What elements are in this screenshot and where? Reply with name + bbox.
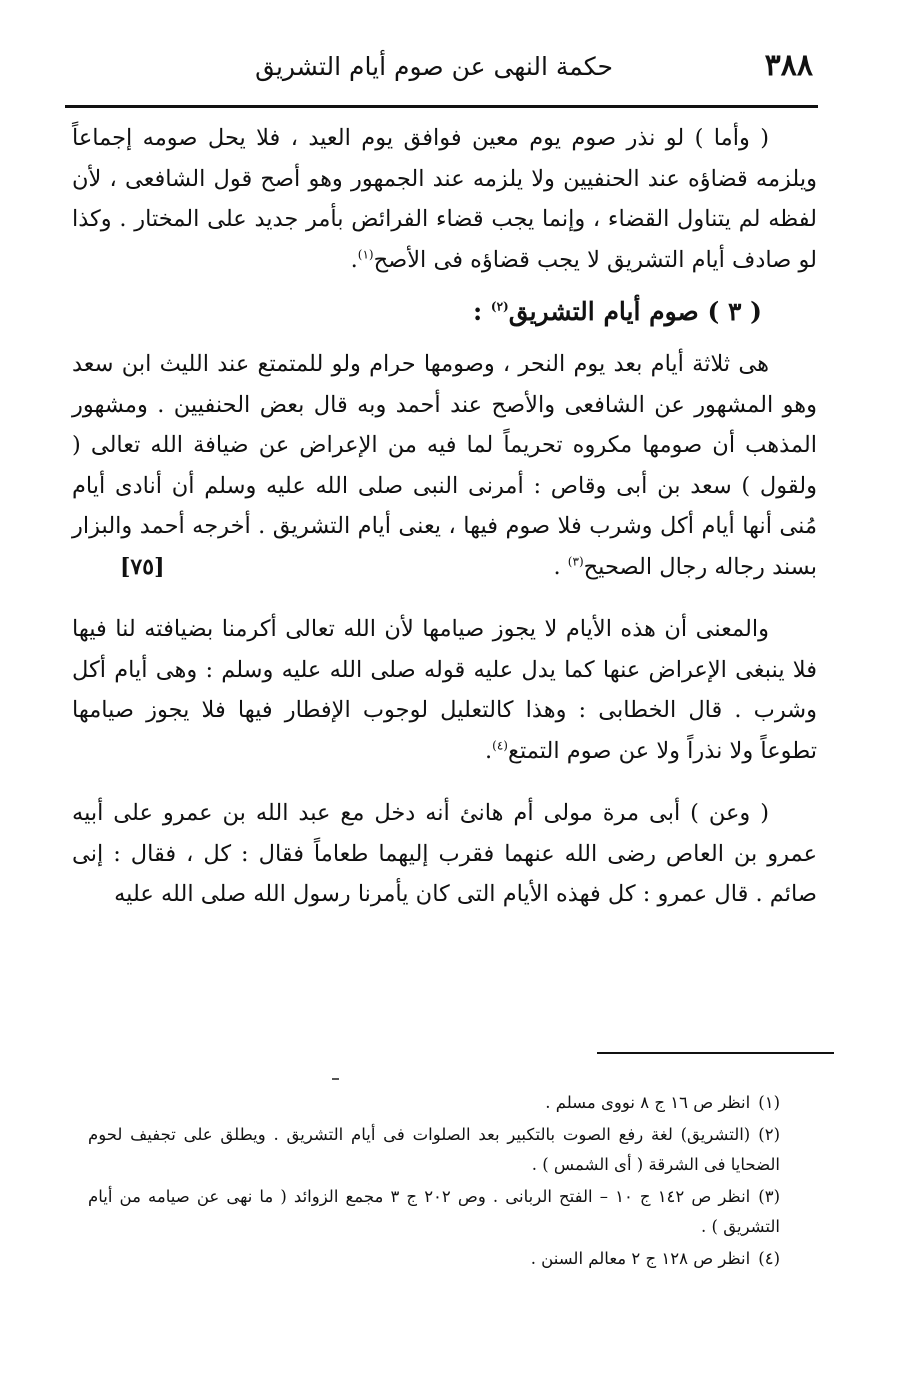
page-number: ٣٨٨ (764, 48, 813, 83)
paragraph-4 (72, 793, 817, 915)
footnote-4 (88, 1244, 818, 1274)
paragraph-gap (72, 771, 817, 793)
paragraph-4-text: ( وعن ) أبى مرة مولى أم هانئ أنه دخل مع عبد الله بن عمرو على أبيه عمرو بن العاص رضى الله عنهما فقرب إليهما طعاماً فقال : كل ، فقال : إنى صائم . قال عمرو : كل فهذه الأيام التى كان يأمرنا رسول الله صلى الله عليه (72, 800, 817, 907)
running-title: حكمة النهى عن صوم أيام التشريق (255, 52, 613, 81)
paragraph-2-text: هى ثلاثة أيام بعد يوم النحر ، وصومها حرام ولو للمتمتع عند الليث ابن سعد وهو المشهور عن الشافعى والأصح عند أحمد وبه قال بعض الحنفيين . ومشهور المذهب أن صومها مكروه تحريماً لما فيه من الإعراض عن ضيافة الله تعالى ( ولقول ) سعد بن أبى وقاص : أمرنى النبى صلى الله عليه وسلم أن أنادى أيام مُنى أنها أيام أكل وشرب فلا صوم فيها ، يعنى أيام التشريق . أخرجه أحمد والبزار بسند رجاله رجال الصحيح (72, 351, 817, 580)
running-header (95, 48, 813, 100)
paragraph-1 (72, 118, 817, 280)
page-marker: [٧٥] (120, 553, 165, 580)
footnote-number: (٢) (758, 1125, 780, 1144)
footnote-text: انظر ص ١٢٨ ج ٢ معالم السنن . (530, 1249, 751, 1268)
footnote-text: انظر ص ١٤٢ ج ١٠ – الفتح الربانى . وص ٢٠٢ ج ٣ مجمع الزوائد ( ما نهى عن صيامه من أيام التشريق ) . (88, 1187, 780, 1236)
paragraph-3 (72, 609, 817, 771)
print-speck (332, 1078, 339, 1080)
footnote-3 (88, 1182, 818, 1242)
main-text (72, 118, 817, 915)
footnote-ref-2: (٢) (490, 299, 509, 314)
paragraph-2 (72, 344, 817, 587)
section-heading-end: : (472, 297, 491, 326)
footnote-rule (597, 1052, 834, 1054)
footnote-number: (١) (758, 1093, 780, 1112)
section-heading-text: ( ٣ ) صوم أيام التشريق (508, 297, 762, 326)
footnote-number: (٣) (758, 1187, 781, 1206)
section-heading (72, 292, 817, 332)
paragraph-3-end: . (485, 737, 493, 764)
paragraph-gap (72, 587, 817, 609)
footnote-ref-1: (١) (357, 247, 374, 261)
footnote-text: انظر ص ١٦ ج ٨ نووى مسلم . (545, 1093, 751, 1112)
footnote-number: (٤) (758, 1249, 780, 1268)
footnotes (88, 1088, 818, 1276)
paragraph-2-end: . (553, 553, 568, 580)
paragraph-1-text: ( وأما ) لو نذر صوم يوم معين فوافق يوم العيد ، فلا يحل صومه إجماعاً ويلزمه قضاؤه عند الحنفيين ولا يلزمه عند الجمهور وهو أصح قول الشافعى ، لأن لفظه لم يتناول القضاء ، وإنما يجب قضاء الفرائض بأمر جديد على المختار . وكذا لو صادف أيام التشريق لا يجب قضاؤه فى الأصح (72, 125, 817, 273)
header-rule (65, 105, 818, 108)
footnote-2 (88, 1120, 818, 1180)
footnote-text: (التشريق) لغة رفع الصوت بالتكبير بعد الصلوات فى أيام التشريق . ويطلق على تجفيف لحوم الضحايا فى الشرقة ( أى الشمس ) . (88, 1125, 780, 1174)
paragraph-3-text: والمعنى أن هذه الأيام لا يجوز صيامها لأن الله تعالى أكرمنا بضيافته لنا فيها فلا ينبغى الإعراض عنها كما يدل عليه قوله صلى الله عليه وسلم : وهى أيام أكل وشرب . قال الخطابى : وهذا كالتعليل لوجوب الإفطار فيها فلا يجوز صيامها تطوعاً ولا نذراً ولا عن صوم التمتع (72, 616, 817, 764)
footnote-ref-3: (٣) (567, 554, 584, 568)
paragraph-1-end: . (350, 246, 358, 273)
footnote-ref-4: (٤) (492, 738, 508, 752)
footnote-1 (88, 1088, 818, 1118)
